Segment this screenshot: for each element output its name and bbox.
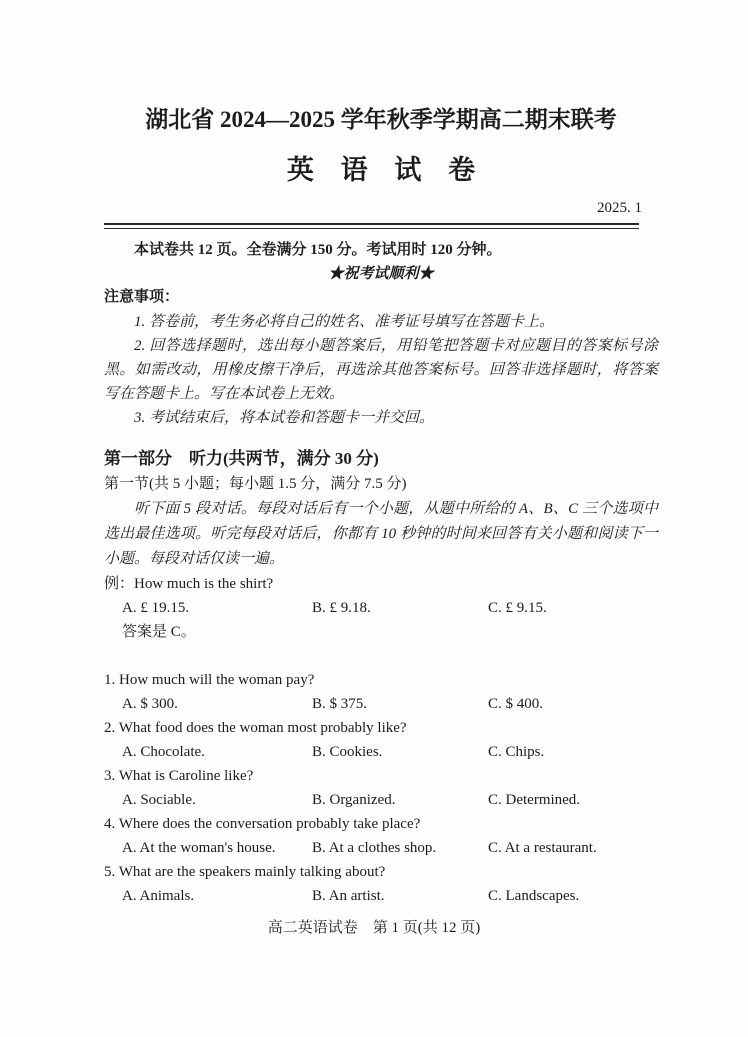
example-option-b: B. £ 9.18. [312, 600, 371, 616]
question-3-option-c: C. Determined. [488, 792, 581, 808]
example-option-a: A. £ 19.15. [122, 600, 190, 616]
question-3-text: 3. What is Caroline like? [104, 768, 254, 784]
question-1-option-a: A. $ 300. [122, 696, 178, 712]
question-4-options [104, 836, 658, 860]
question-1-text: 1. How much will the woman pay? [104, 672, 315, 688]
question-1-option-b: B. $ 375. [312, 696, 368, 712]
page-content [104, 106, 658, 908]
double-rule-divider [104, 223, 639, 229]
question-4-option-b: B. At a clothes shop. [312, 840, 437, 856]
example-option-c: C. £ 9.15. [488, 600, 547, 616]
question-3 [104, 764, 658, 812]
exam-title: 湖北省 2024—2025 学年秋季学期高二期末联考 [145, 107, 617, 132]
question-4 [104, 812, 658, 860]
question-3-option-b: B. Organized. [312, 792, 396, 808]
part1-section1-heading: 第一节(共 5 小题；每小题 1.5 分，满分 7.5 分) [104, 476, 407, 492]
question-3-options [104, 788, 658, 812]
question-2-option-b: B. Cookies. [312, 744, 383, 760]
part1-heading: 第一部分 听力(共两节，满分 30 分) [104, 449, 379, 468]
question-1 [104, 668, 658, 716]
subject-title: 英 语 试 卷 [286, 155, 486, 185]
exam-date: 2025. 1 [597, 200, 642, 216]
question-5-option-a: A. Animals. [122, 888, 195, 904]
notice-item-1: 1. 答卷前，考生务必将自己的姓名、准考证号填写在答题卡上。 [134, 314, 555, 330]
page-footer: 高二英语试卷 第 1 页(共 12 页) [267, 920, 481, 936]
question-2-options [104, 740, 658, 764]
example-question: 例：How much is the shirt? [104, 576, 274, 592]
example-options [104, 596, 658, 620]
example-answer: 答案是 C。 [122, 624, 196, 640]
question-4-option-a: A. At the woman's house. [122, 840, 276, 856]
question-5 [104, 860, 658, 908]
example-block [104, 572, 658, 644]
question-2-option-a: A. Chocolate. [122, 744, 205, 760]
question-1-option-c: C. $ 400. [488, 696, 544, 712]
question-5-option-c: C. Landscapes. [488, 888, 580, 904]
question-4-text: 4. Where does the conversation probably take place? [104, 816, 421, 832]
question-4-option-c: C. At a restaurant. [488, 840, 597, 856]
part1-instructions: 听下面 5 段对话。每段对话后有一个小题，从题中所给的 A、B、C 三个选项中选出最佳选项。听完每段对话后，你都有 10 秒钟的时间来回答有关小题和阅读下一小题。每段对话仅读一遍。 [104, 501, 658, 567]
good-luck-line: ★祝考试顺利★ [328, 266, 434, 282]
question-5-text: 5. What are the speakers mainly talking about? [104, 864, 386, 880]
question-2 [104, 716, 658, 764]
question-5-options [104, 884, 658, 908]
question-2-option-c: C. Chips. [488, 744, 545, 760]
notice-item-2: 2. 回答选择题时，选出每小题答案后，用铅笔把答题卡对应题目的答案标号涂黑。如需改动，用橡皮擦干净后，再选涂其他答案标号。回答非选择题时，将答案写在答题卡上。写在本试卷上无效。 [104, 338, 658, 402]
notice-title: 注意事项： [104, 289, 180, 305]
notice-item-3: 3. 考试结束后，将本试卷和答题卡一并交回。 [134, 410, 435, 426]
exam-info-line: 本试卷共 12 页。全卷满分 150 分。考试用时 120 分钟。 [134, 242, 502, 258]
question-5-option-b: B. An artist. [312, 888, 385, 904]
question-3-option-a: A. Sociable. [122, 792, 196, 808]
question-1-options [104, 692, 658, 716]
question-2-text: 2. What food does the woman most probably like? [104, 720, 407, 736]
